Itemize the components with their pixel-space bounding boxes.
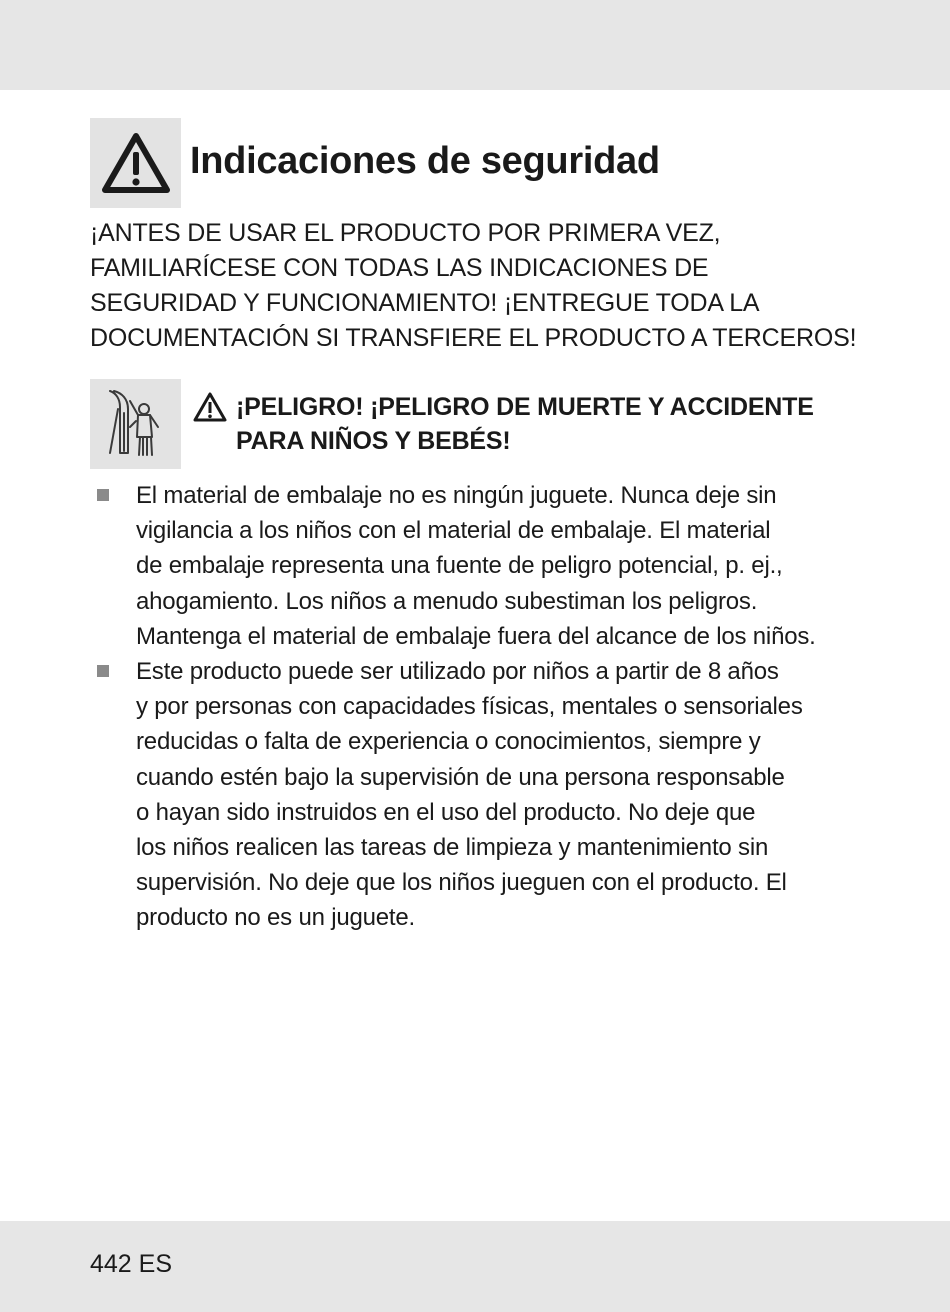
bullet-line: vigilancia a los niños con el material de embalaje. El material <box>136 517 771 545</box>
bullet-line: producto no es un juguete. <box>136 904 416 932</box>
bullet-line: Este producto puede ser utilizado por niños a partir de 8 años <box>136 658 779 686</box>
bullet-line: reducidas o falta de experiencia o conocimientos, siempre y <box>136 728 761 756</box>
intro-line: SEGURIDAD Y FUNCIONAMIENTO! ¡ENTREGUE TODA LA <box>90 289 760 317</box>
list-item <box>90 654 890 936</box>
intro-warning-text <box>90 216 880 356</box>
child-with-packaging-icon <box>90 379 181 469</box>
bullet-line: y por personas con capacidades físicas, mentales o sensoriales <box>136 693 803 721</box>
bullet-line: ahogamiento. Los niños a menudo subestiman los peligros. <box>136 587 758 615</box>
square-bullet-icon <box>97 489 109 501</box>
danger-heading <box>192 390 814 458</box>
danger-heading-line: PARA NIÑOS Y BEBÉS! <box>236 427 511 455</box>
warning-triangle-icon <box>101 132 171 194</box>
intro-line: ¡ANTES DE USAR EL PRODUCTO POR PRIMERA VEZ, <box>90 219 721 247</box>
intro-line: DOCUMENTACIÓN SI TRANSFIERE EL PRODUCTO A TERCEROS! <box>90 324 857 352</box>
page-number: 442 ES <box>90 1250 173 1278</box>
title-icon-box <box>90 118 181 208</box>
danger-heading-line: ¡PELIGRO! ¡PELIGRO DE MUERTE Y ACCIDENTE <box>236 393 814 421</box>
warning-triangle-icon <box>192 391 228 423</box>
bullet-line: Mantenga el material de embalaje fuera del alcance de los niños. <box>136 622 816 650</box>
bullet-line: o hayan sido instruidos en el uso del producto. No deje que <box>136 798 756 826</box>
bullet-line: supervisión. No deje que los niños jueguen con el producto. El <box>136 869 787 897</box>
safety-bullet-list <box>90 478 890 936</box>
top-margin-band <box>0 0 950 90</box>
square-bullet-icon <box>97 665 109 677</box>
intro-line: FAMILIARÍCESE CON TODAS LAS INDICACIONES DE <box>90 254 709 282</box>
child-icon-box <box>90 379 181 469</box>
bullet-line: cuando estén bajo la supervisión de una persona responsable <box>136 763 785 791</box>
bullet-line: los niños realicen las tareas de limpieza y mantenimiento sin <box>136 834 769 862</box>
bullet-line: El material de embalaje no es ningún juguete. Nunca deje sin <box>136 482 777 509</box>
page-title: Indicaciones de seguridad <box>190 140 660 182</box>
list-item <box>90 478 890 654</box>
bullet-line: de embalaje representa una fuente de peligro potencial, p. ej., <box>136 552 783 580</box>
